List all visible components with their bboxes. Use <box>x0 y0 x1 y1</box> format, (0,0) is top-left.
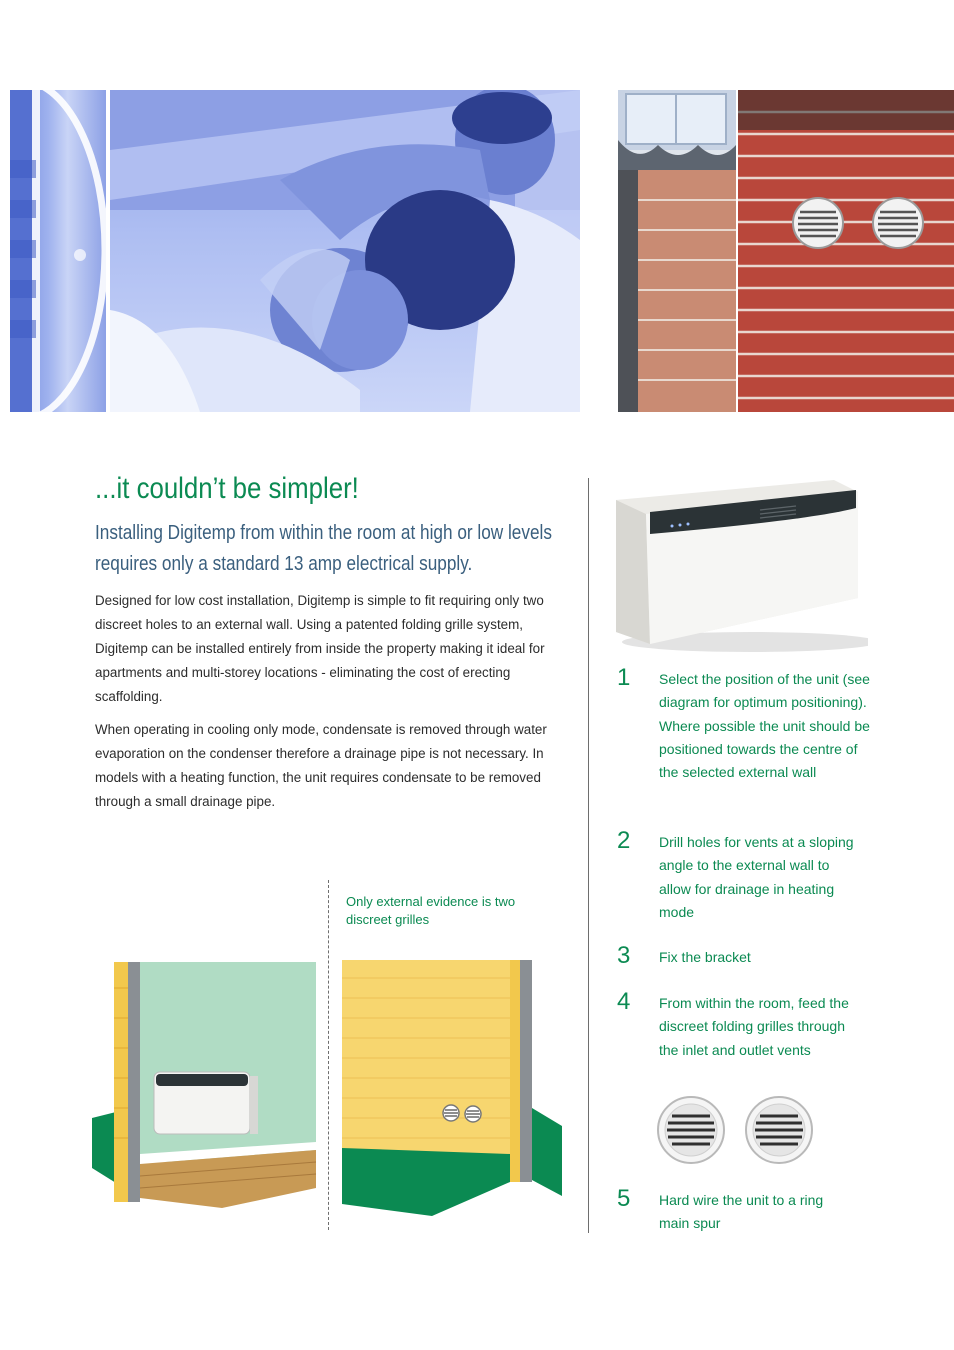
interior-wall-illustration <box>92 958 322 1220</box>
folding-grilles-illustration <box>656 1094 816 1166</box>
exterior-wall-illustration <box>340 958 566 1220</box>
exterior-grille-right-icon <box>465 1106 481 1122</box>
interior-unit-icon <box>154 1072 258 1134</box>
folding-grille-left-icon <box>658 1097 724 1163</box>
step-4-text: From within the room, feed the discreet folding grilles through the inlet and outlet vents <box>659 995 849 1058</box>
air-conditioner-illustration <box>610 474 868 654</box>
step-3-text: Fix the bracket <box>659 949 751 965</box>
window-photo <box>618 90 736 412</box>
wall-grille-left-icon <box>793 198 843 248</box>
step-5-number: 5 <box>617 1185 631 1212</box>
folding-grille-right-icon <box>746 1097 812 1163</box>
step-5-text: Hard wire the unit to a ring main spur <box>659 1192 824 1232</box>
fan-photo <box>10 90 106 412</box>
interior-room-diagram <box>92 958 322 1220</box>
diagram-caption: Only external evidence is two discreet grilles <box>346 894 516 927</box>
exterior-wall-diagram <box>340 958 566 1220</box>
exterior-grille-left-icon <box>443 1105 459 1121</box>
step-2-number: 2 <box>617 827 631 854</box>
fan-illustration <box>10 90 106 412</box>
subhead: Installing Digitemp from within the room at high or low levels requires only a standard 13 amp electrical supply. <box>95 522 552 575</box>
wall-grille-right-icon <box>873 198 923 248</box>
step-4-number: 4 <box>617 988 631 1015</box>
headline: ...it couldn’t be simpler! <box>95 472 359 505</box>
step-1-number: 1 <box>617 664 631 691</box>
step-2-text: Drill holes for vents at a sloping angle to the external wall to allow for drainage in heating mode <box>659 834 854 920</box>
couple-illustration <box>110 90 580 412</box>
window-illustration <box>618 90 736 412</box>
brick-wall-photo <box>738 90 954 412</box>
column-divider <box>588 478 589 1233</box>
step-1-text: Select the position of the unit (see diagram for optimum positioning). Where possible the unit should be positioned towards the centre of the selected external wall <box>659 671 870 781</box>
couple-photo <box>110 90 580 412</box>
brick-wall-illustration <box>738 90 954 412</box>
folding-grilles-photo <box>656 1094 816 1166</box>
body-paragraph-2: When operating in cooling only mode, condensate is removed through water evaporation on the condenser therefore a drainage pipe is not necessary. In models with a heating function, the unit requires condensate to be removed through a small drainage pipe. <box>95 722 547 809</box>
diagram-divider <box>328 880 329 1230</box>
body-paragraph-1: Designed for low cost installation, Digitemp is simple to fit requiring only two discreet holes to an external wall. Using a patented folding grille system, Digitemp can be installed entirely from inside the property making it ideal for apartments and multi-storey locations - eliminating the cost of erecting scaffolding. <box>95 593 545 704</box>
digitemp-unit-photo <box>610 474 868 654</box>
step-3-number: 3 <box>617 942 631 969</box>
